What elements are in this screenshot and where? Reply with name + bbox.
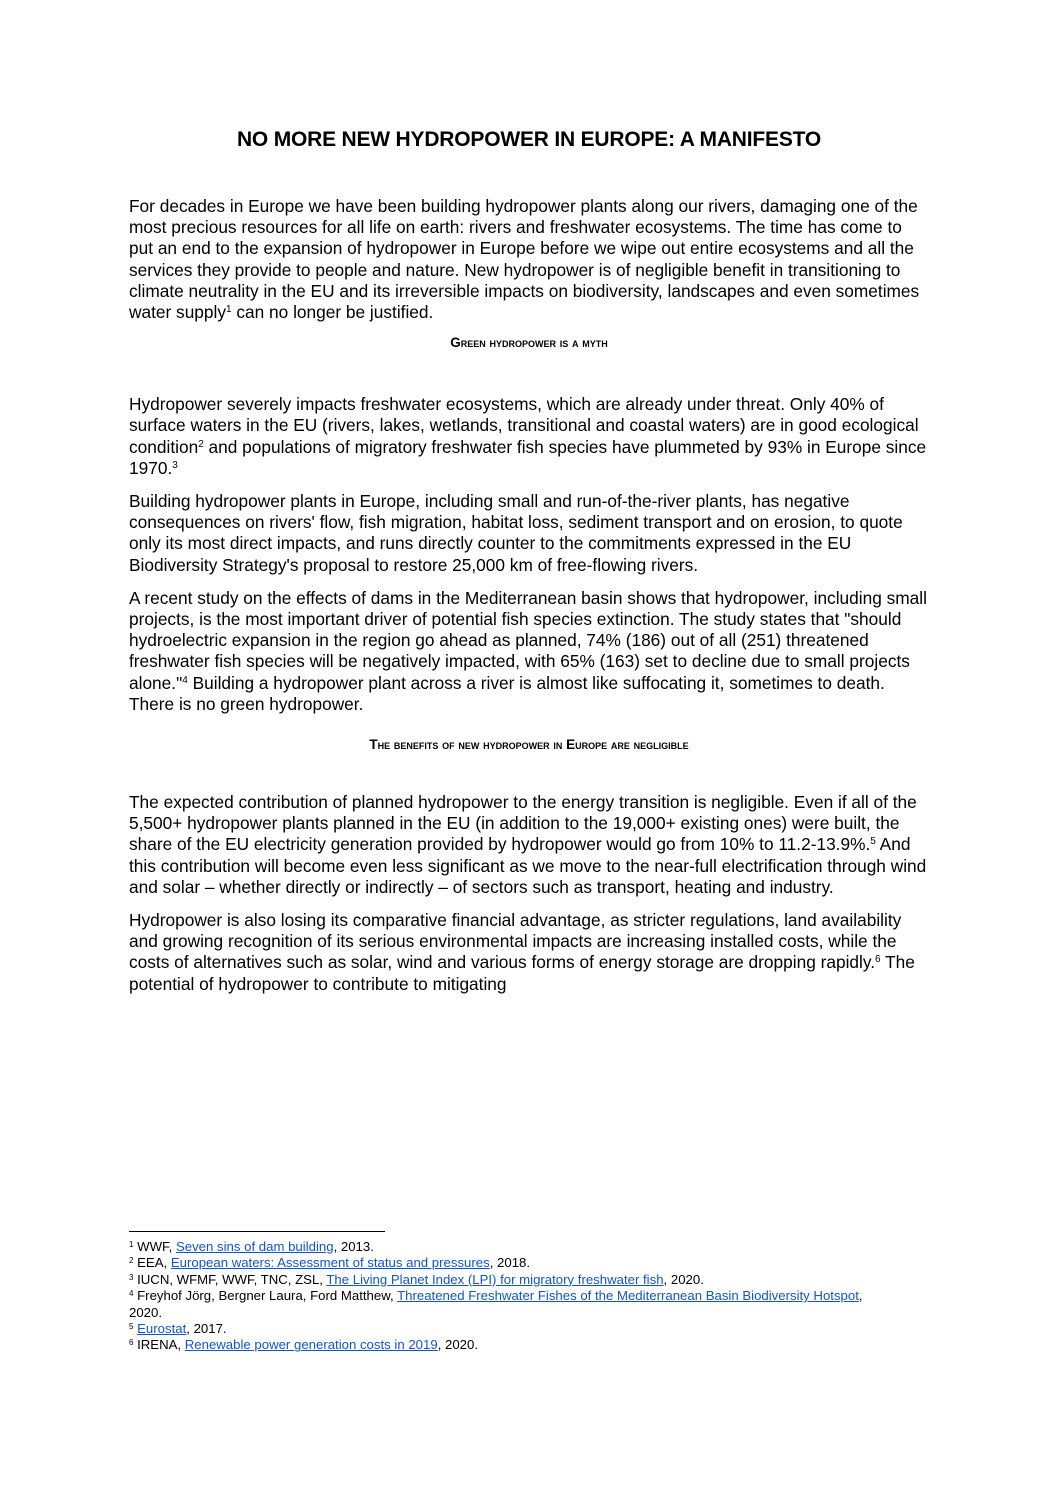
footnote-4 bbox=[129, 1288, 889, 1321]
paragraph-text: and populations of migratory freshwater fish species have plummeted by 93% in Europe since 1970. bbox=[129, 436, 927, 478]
footnote-ref-1[interactable]: 1 bbox=[226, 304, 232, 316]
footnote-year: , 2017. bbox=[186, 1321, 227, 1337]
footnote-year: , 2013. bbox=[333, 1239, 374, 1254]
footnote-divider bbox=[129, 1231, 385, 1232]
paragraph-text: Building a hydropower plant across a river is almost like suffocating it, sometimes to death. There is no green hydropower. bbox=[129, 672, 885, 714]
footnote-source: IRENA, bbox=[133, 1337, 185, 1353]
paragraph-impacts bbox=[129, 394, 929, 479]
footnote-3 bbox=[129, 1272, 889, 1288]
footnote-number: 4 bbox=[129, 1289, 134, 1299]
paragraph-consequences: Building hydropower plants in Europe, including small and run-of-the-river plants, has negative consequences on rivers' flow, fish migration, habitat loss, sediment transport and on erosion, to quote only its most direct impacts, and runs directly counter to the commitments expressed in the EU Biodiversity Strategy's proposal to restore 25,000 km of free-flowing rivers. bbox=[129, 491, 903, 575]
footnote-5 bbox=[129, 1321, 889, 1337]
footnote-ref-6[interactable]: 6 bbox=[875, 954, 881, 966]
section-heading-green-myth: Green hydropower is a myth bbox=[450, 335, 608, 351]
intro-text: For decades in Europe we have been building hydropower plants along our rivers, damaging one of the most precious resources for all life on earth: rivers and freshwater ecosystems. The time has come to put an end to the expansion of hydropower in Europe before we wipe out entire ecosystems and all the services they provide to people and nature. New hydropower is of negligible benefit in transitioning to climate neutrality in the EU and its irreversible impacts on biodiversity, landscapes and even sometimes water supply bbox=[129, 196, 920, 323]
paragraph-text: The expected contribution of planned hydropower to the energy transition is negligible. Even if all of the 5,500+ hydropower plants planned in the EU (in addition to the 19,000+ existing ones) were built, the share of the EU electricity generation provided by hydropower would go from 10% to 11.2-13.9%. bbox=[129, 792, 917, 855]
paragraph-text: A recent study on the effects of dams in the Mediterranean basin shows that hydropower, including small projects, is the most important driver of potential fish species extinction. The study states that "should hydroelectric expansion in the region go ahead as planned, 74% (186) out of all (251) threatened freshwater fish species will be negatively impacted, with 65% (163) set to decline due to small projects alone." bbox=[129, 587, 927, 693]
intro-paragraph bbox=[129, 196, 929, 323]
section-heading-negligible-benefits: The benefits of new hydropower in Europe are negligible bbox=[369, 737, 689, 753]
footnote-ref-2[interactable]: 2 bbox=[198, 438, 204, 450]
paragraph-text: Hydropower severely impacts freshwater ecosystems, which are already under threat. Only 40% of surface waters in the EU (rivers, lakes, wetlands, transitional and coastal waters) are in good ecological condition bbox=[129, 394, 919, 457]
footnote-year: , 2020. bbox=[437, 1337, 479, 1353]
footnote-ref-4[interactable]: 4 bbox=[182, 674, 188, 686]
footnote-2 bbox=[129, 1255, 889, 1271]
footnotes bbox=[129, 1239, 889, 1354]
paragraph-financial-advantage bbox=[129, 910, 929, 995]
paragraph-text: And this contribution will become even less significant as we move to the near-full electrification through wind and solar – whether directly or indirectly – of sectors such as transport, heating and industry. bbox=[129, 834, 927, 897]
footnote-link[interactable]: Renewable power generation costs in 2019 bbox=[184, 1337, 438, 1353]
paragraph-text: Hydropower is also losing its comparative financial advantage, as stricter regulations, land availability and growing recognition of its serious environmental impacts are increasing installed costs, while the costs of alternatives such as solar, wind and various forms of energy storage are dropping rapidly. bbox=[129, 910, 902, 973]
footnote-number: 6 bbox=[129, 1338, 134, 1348]
footnote-number: 1 bbox=[129, 1240, 134, 1249]
footnote-link[interactable]: The Living Planet Index (LPI) for migratory freshwater fish bbox=[326, 1271, 664, 1287]
footnote-number: 3 bbox=[129, 1272, 134, 1282]
footnote-year: , 2018. bbox=[489, 1255, 531, 1271]
footnote-number: 5 bbox=[129, 1322, 134, 1332]
footnote-source: WWF, bbox=[133, 1239, 176, 1254]
footnote-number: 2 bbox=[129, 1256, 134, 1266]
footnote-source: EEA, bbox=[133, 1255, 171, 1271]
footnote-ref-3[interactable]: 3 bbox=[172, 459, 178, 471]
footnote-link[interactable]: Eurostat bbox=[137, 1321, 187, 1337]
footnote-year: , 2020. bbox=[129, 1288, 863, 1320]
footnote-1 bbox=[129, 1239, 889, 1255]
footnote-source: IUCN, WFMF, WWF, TNC, ZSL, bbox=[133, 1271, 327, 1287]
footnote-link[interactable]: Threatened Freshwater Fishes of the Mediterranean Basin Biodiversity Hotspot bbox=[397, 1288, 859, 1304]
footnote-ref-5[interactable]: 5 bbox=[870, 836, 876, 848]
footnote-6 bbox=[129, 1337, 889, 1353]
footnote-link[interactable]: European waters: Assessment of status and pressures bbox=[170, 1255, 490, 1271]
intro-text-tail: can no longer be justified. bbox=[231, 302, 434, 323]
footnote-link[interactable]: Seven sins of dam building bbox=[175, 1239, 334, 1254]
footnote-year: , 2020. bbox=[663, 1271, 704, 1287]
paragraph-energy-contribution bbox=[129, 792, 929, 898]
paragraph-mediterranean-study bbox=[129, 588, 929, 715]
page-title: NO MORE NEW HYDROPOWER IN EUROPE: A MANIFESTO bbox=[236, 128, 822, 151]
paragraph-text: The potential of hydropower to contribute to mitigating bbox=[129, 952, 915, 994]
main-content bbox=[129, 128, 929, 1007]
footnote-source: Freyhof Jörg, Bergner Laura, Ford Matthew, bbox=[133, 1288, 398, 1304]
